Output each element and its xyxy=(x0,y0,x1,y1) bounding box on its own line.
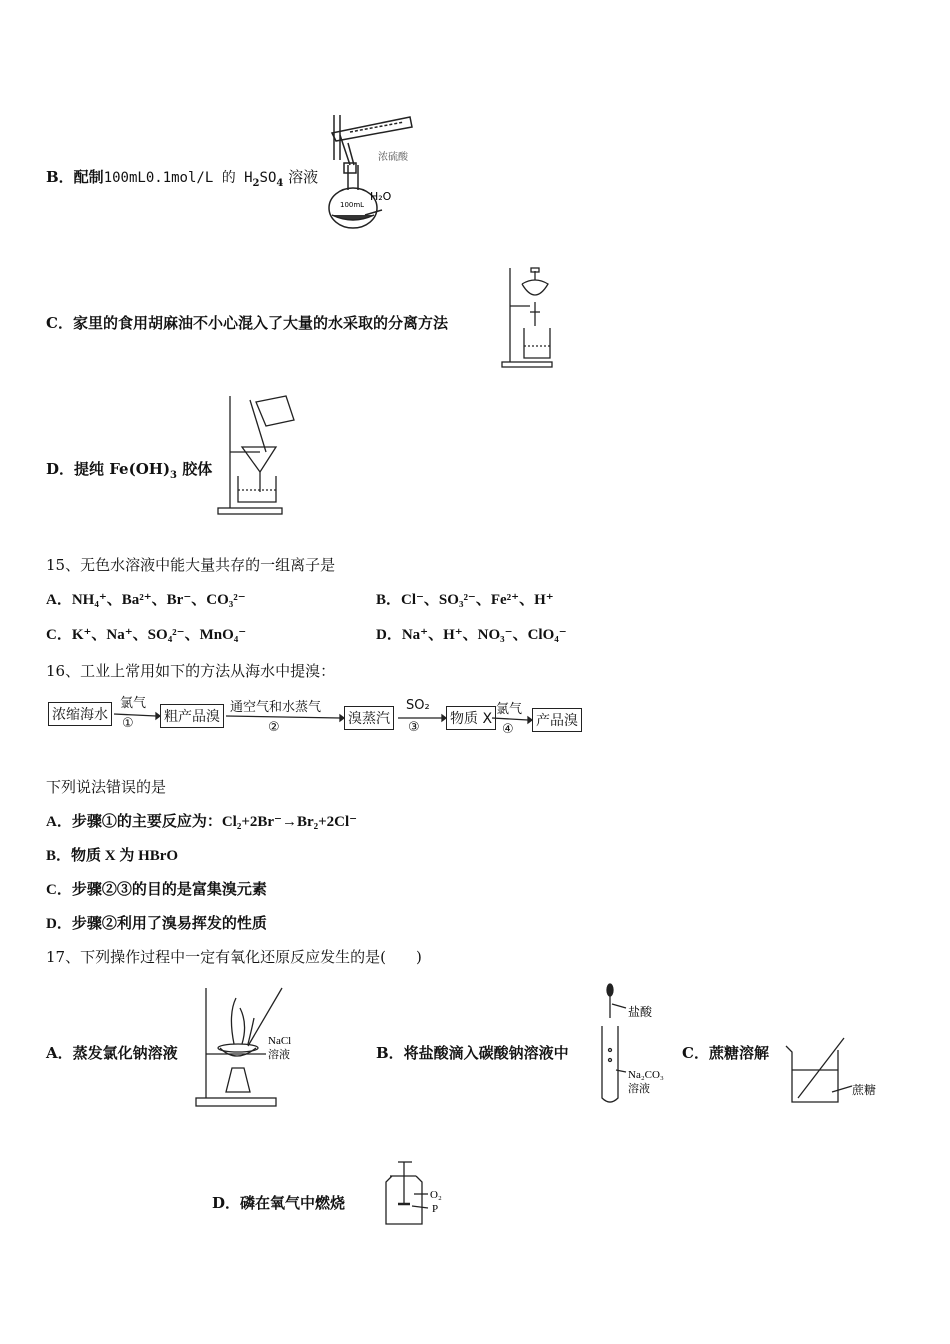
q15-b-ions: Cl⁻、SO₃²⁻、Fe²⁺、H⁺ xyxy=(401,592,554,608)
q14-d-prefix: D．提纯 Fe(OH) xyxy=(46,460,171,478)
separatory-funnel-figure xyxy=(500,266,560,370)
q15-d-label: D． xyxy=(376,627,402,643)
flow-arrow4-top: 氯气 xyxy=(496,702,523,717)
sucrose-beaker-figure xyxy=(782,1030,882,1106)
flow-arrow3-bottom: ③ xyxy=(408,720,420,735)
q16-option-b: B．物质 X 为 HBrO xyxy=(46,848,179,864)
evaporation-figure xyxy=(192,984,304,1110)
q17-option-b: B．将盐酸滴入碳酸钠溶液中 xyxy=(376,1044,569,1062)
q15-a-ions: NH₄⁺、Ba²⁺、Br⁻、CO₃²⁻ xyxy=(71,592,246,608)
q14-b-suffix: 溶液 xyxy=(283,168,319,186)
q15-option-a xyxy=(46,588,246,609)
q14-b-text: 100mL0.1mol/L 的 H xyxy=(103,170,253,186)
q17-option-a: A．蒸发氯化钠溶液 xyxy=(46,1044,178,1062)
q16-stem: 16、工业上常用如下的方法从海水中提溴： xyxy=(46,662,336,680)
test-tube-figure xyxy=(596,980,676,1110)
flow-arrow2-top: 通空气和水蒸气 xyxy=(230,700,322,715)
oxygen-label: O₂ xyxy=(430,1189,442,1201)
flow-box-seawater: 浓缩海水 xyxy=(48,702,112,726)
na2co3-solution-label: 溶液 xyxy=(628,1082,650,1095)
sucrose-label: 蔗糖 xyxy=(852,1083,877,1097)
flow-arrow1-bottom: ① xyxy=(122,716,134,731)
filtration-figure xyxy=(214,392,300,518)
q15-option-b xyxy=(376,588,554,609)
phosphorus-combustion-figure xyxy=(378,1158,458,1232)
q14-d-sub: 3 xyxy=(170,470,178,481)
q15-stem: 15、无色水溶液中能大量共存的一组离子是 xyxy=(46,556,336,574)
flow-arrow3-top: SO₂ xyxy=(406,698,430,713)
q14-d-suffix: 胶体 xyxy=(177,460,213,478)
q14-b-sub1: 2 xyxy=(252,178,260,189)
q16-option-c: C．步骤②③的目的是富集溴元素 xyxy=(46,882,267,898)
flow-box-substance-x: 物质 X xyxy=(446,706,496,730)
q14-b-sub2: 4 xyxy=(276,178,284,189)
q14-option-d xyxy=(46,458,212,479)
flow-arrow2-bottom: ② xyxy=(268,720,280,735)
phosphorus-label: P xyxy=(432,1203,439,1215)
q14-b-mid: SO xyxy=(259,170,277,186)
flow-box-crude-bromine: 粗产品溴 xyxy=(160,704,224,728)
hcl-label: 盐酸 xyxy=(628,1005,653,1019)
na2co3-label: Na₂CO₃ xyxy=(628,1069,664,1081)
q15-b-label: B． xyxy=(376,592,402,608)
q14-option-b xyxy=(46,166,318,187)
q15-d-ions: Na⁺、H⁺、NO₃⁻、ClO₄⁻ xyxy=(401,627,567,643)
flow-arrows xyxy=(46,690,606,740)
q15-a-label: A． xyxy=(46,592,72,608)
q17-option-d: D．磷在氧气中燃烧 xyxy=(212,1194,346,1212)
water-label: H₂O xyxy=(370,190,392,203)
q17-option-c: C．蔗糖溶解 xyxy=(682,1044,769,1062)
concentrated-acid-label: 浓硫酸 xyxy=(378,152,408,163)
flow-arrow4-bottom: ④ xyxy=(502,722,514,737)
q14-option-c: C．家里的食用胡麻油不小心混入了大量的水采取的分离方法 xyxy=(46,314,448,332)
q16-option-a: A．步骤①的主要反应为：Cl₂+2Br⁻→Br₂+2Cl⁻ xyxy=(46,814,358,830)
flow-box-bromine-vapor: 溴蒸汽 xyxy=(344,706,394,730)
nacl-solution-label: 溶液 xyxy=(268,1048,290,1061)
q16-flowchart xyxy=(46,690,606,740)
q17-stem: 17、下列操作过程中一定有氧化还原反应发生的是( ) xyxy=(46,948,422,966)
flow-arrow1-top: 氯气 xyxy=(120,696,147,711)
q16-prompt: 下列说法错误的是 xyxy=(46,778,167,796)
q15-option-c xyxy=(46,623,246,644)
q15-c-ions: K⁺、Na⁺、SO₄²⁻、MnO₄⁻ xyxy=(71,627,247,643)
flow-box-product-bromine: 产品溴 xyxy=(532,708,582,732)
q15-option-d xyxy=(376,623,567,644)
q15-c-label: C． xyxy=(46,627,72,643)
flask-label: 100mL xyxy=(340,201,365,209)
q14-b-prefix: B．配制 xyxy=(46,168,104,186)
q16-option-d: D．步骤②利用了溴易挥发的性质 xyxy=(46,916,267,932)
volumetric-flask-figure xyxy=(320,105,420,235)
nacl-label: NaCl xyxy=(268,1035,292,1047)
